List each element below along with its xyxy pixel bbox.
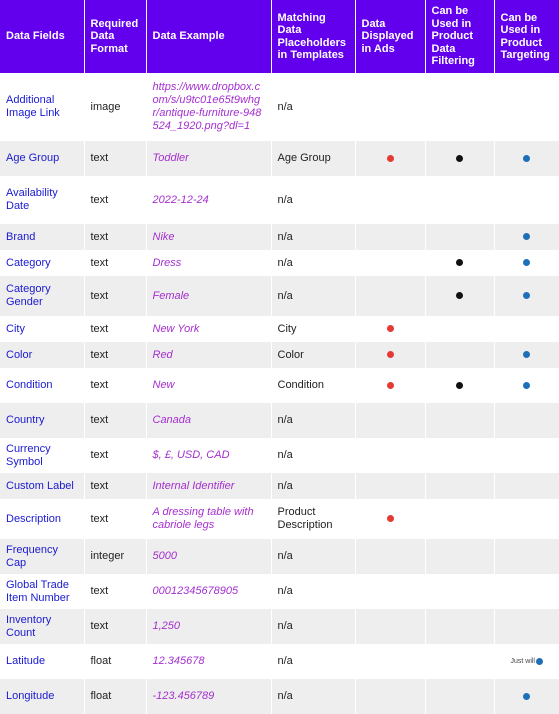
displayed-in-ads-cell: [355, 499, 425, 539]
field-example: Internal Identifier: [146, 473, 271, 499]
table-header: [0, 0, 559, 73]
field-format: text: [84, 438, 146, 473]
field-example: $, £, USD, CAD: [146, 438, 271, 473]
field-format: text: [84, 499, 146, 539]
product-filtering-cell: [425, 141, 494, 176]
product-targeting-cell: [494, 316, 559, 342]
field-format: text: [84, 316, 146, 342]
displayed-in-ads-cell: [355, 403, 425, 438]
field-placeholder: City: [271, 316, 355, 342]
field-format: float: [84, 644, 146, 679]
product-targeting-cell: [494, 574, 559, 609]
field-placeholder: n/a: [271, 539, 355, 574]
displayed-in-ads-cell: [355, 679, 425, 714]
product-filtering-cell: [425, 250, 494, 276]
product-targeting-dot-icon: [523, 382, 530, 389]
field-name: Brand: [0, 224, 84, 250]
field-name: Category Gender: [0, 276, 84, 316]
displayed-in-ads-cell: [355, 73, 425, 141]
field-name: Availability Date: [0, 176, 84, 224]
table-row: [0, 403, 559, 438]
product-targeting-dot-icon: [523, 292, 530, 299]
field-example: 1,250: [146, 609, 271, 644]
displayed-in-ads-cell: [355, 176, 425, 224]
displayed-in-ads-dot-icon: [387, 515, 394, 522]
field-name: Global Trade Item Number: [0, 574, 84, 609]
product-filtering-cell: [425, 473, 494, 499]
field-placeholder: Color: [271, 342, 355, 368]
field-placeholder: n/a: [271, 609, 355, 644]
product-filtering-cell: [425, 224, 494, 250]
field-name: Category: [0, 250, 84, 276]
product-filtering-cell: [425, 368, 494, 403]
displayed-in-ads-dot-icon: [387, 351, 394, 358]
field-example: Red: [146, 342, 271, 368]
table-row: [0, 141, 559, 176]
product-filtering-dot-icon: [456, 382, 463, 389]
table-row: [0, 276, 559, 316]
field-placeholder: n/a: [271, 644, 355, 679]
product-filtering-cell: [425, 438, 494, 473]
product-filtering-cell: [425, 679, 494, 714]
field-name: Currency Symbol: [0, 438, 84, 473]
field-name: Age Group: [0, 141, 84, 176]
field-placeholder: n/a: [271, 224, 355, 250]
product-filtering-cell: [425, 574, 494, 609]
table-row: [0, 473, 559, 499]
field-placeholder: n/a: [271, 403, 355, 438]
product-targeting-cell: [494, 176, 559, 224]
displayed-in-ads-dot-icon: [387, 155, 394, 162]
table-row: [0, 368, 559, 403]
product-targeting-cell: [494, 276, 559, 316]
displayed-in-ads-cell: [355, 342, 425, 368]
product-targeting-dot-icon: [523, 351, 530, 358]
field-placeholder: n/a: [271, 276, 355, 316]
field-example: Toddler: [146, 141, 271, 176]
table-row: [0, 499, 559, 539]
field-example: Female: [146, 276, 271, 316]
header-data-example: Data Example: [146, 0, 271, 73]
product-targeting-cell: [494, 539, 559, 574]
table-row: [0, 644, 559, 679]
field-placeholder: Condition: [271, 368, 355, 403]
product-filtering-dot-icon: [456, 292, 463, 299]
product-filtering-cell: [425, 342, 494, 368]
field-placeholder: n/a: [271, 250, 355, 276]
field-name: City: [0, 316, 84, 342]
product-targeting-dot-icon: [536, 658, 543, 665]
field-example: New York: [146, 316, 271, 342]
field-name: Custom Label: [0, 473, 84, 499]
product-targeting-cell: [494, 438, 559, 473]
product-filtering-dot-icon: [456, 259, 463, 266]
field-placeholder: n/a: [271, 73, 355, 141]
product-targeting-dot-icon: [523, 233, 530, 240]
product-filtering-cell: [425, 539, 494, 574]
displayed-in-ads-cell: [355, 276, 425, 316]
product-targeting-cell: [494, 679, 559, 714]
table-row: [0, 539, 559, 574]
product-targeting-cell: [494, 644, 559, 679]
displayed-in-ads-cell: [355, 609, 425, 644]
table-row: [0, 609, 559, 644]
displayed-in-ads-dot-icon: [387, 325, 394, 332]
product-filtering-dot-icon: [456, 155, 463, 162]
product-filtering-cell: [425, 403, 494, 438]
table-row: [0, 438, 559, 473]
product-targeting-cell: [494, 609, 559, 644]
product-targeting-cell: [494, 342, 559, 368]
product-targeting-cell: [494, 250, 559, 276]
field-example: -123.456789: [146, 679, 271, 714]
field-format: text: [84, 473, 146, 499]
field-format: integer: [84, 539, 146, 574]
field-placeholder: Age Group: [271, 141, 355, 176]
displayed-in-ads-cell: [355, 539, 425, 574]
field-format: text: [84, 609, 146, 644]
field-format: text: [84, 403, 146, 438]
displayed-in-ads-cell: [355, 574, 425, 609]
field-format: text: [84, 141, 146, 176]
displayed-in-ads-cell: [355, 250, 425, 276]
targeting-note: Just will: [510, 657, 535, 665]
field-placeholder: Product Description: [271, 499, 355, 539]
header-required-format: Required Data Format: [84, 0, 146, 73]
product-filtering-cell: [425, 73, 494, 141]
field-format: text: [84, 368, 146, 403]
displayed-in-ads-cell: [355, 316, 425, 342]
product-targeting-cell: [494, 141, 559, 176]
field-name: Longitude: [0, 679, 84, 714]
field-format: float: [84, 679, 146, 714]
field-example: Canada: [146, 403, 271, 438]
product-targeting-cell: [494, 368, 559, 403]
displayed-in-ads-cell: [355, 644, 425, 679]
product-filtering-cell: [425, 176, 494, 224]
table-row: [0, 224, 559, 250]
field-format: text: [84, 342, 146, 368]
table-row: [0, 342, 559, 368]
product-targeting-dot-icon: [523, 259, 530, 266]
field-format: text: [84, 574, 146, 609]
product-targeting-cell: [494, 403, 559, 438]
table-row: [0, 176, 559, 224]
field-format: text: [84, 224, 146, 250]
table-row: [0, 679, 559, 714]
field-name: Additional Image Link: [0, 73, 84, 141]
displayed-in-ads-cell: [355, 438, 425, 473]
displayed-in-ads-cell: [355, 224, 425, 250]
field-example: 00012345678905: [146, 574, 271, 609]
field-placeholder: n/a: [271, 438, 355, 473]
field-example: 5000: [146, 539, 271, 574]
field-example: https://www.dropbox.com/s/u9tc01e65t9whgr/antique-furniture-948524_1920.png?dl=1: [146, 73, 271, 141]
displayed-in-ads-cell: [355, 141, 425, 176]
table-row: [0, 73, 559, 141]
displayed-in-ads-cell: [355, 368, 425, 403]
displayed-in-ads-dot-icon: [387, 382, 394, 389]
product-filtering-cell: [425, 276, 494, 316]
field-example: A dressing table with cabriole legs: [146, 499, 271, 539]
field-name: Frequency Cap: [0, 539, 84, 574]
field-name: Country: [0, 403, 84, 438]
product-targeting-cell: [494, 473, 559, 499]
product-filtering-cell: [425, 644, 494, 679]
product-filtering-cell: [425, 609, 494, 644]
product-targeting-cell: [494, 73, 559, 141]
product-targeting-dot-icon: [523, 693, 530, 700]
table-body: [0, 73, 559, 714]
field-placeholder: n/a: [271, 574, 355, 609]
header-product-filtering: Can be Used in Product Data Filtering: [425, 0, 494, 73]
product-targeting-cell: [494, 499, 559, 539]
displayed-in-ads-cell: [355, 473, 425, 499]
field-example: Dress: [146, 250, 271, 276]
field-format: text: [84, 250, 146, 276]
field-format: text: [84, 176, 146, 224]
header-placeholders: Matching Data Placeholders in Templates: [271, 0, 355, 73]
field-name: Latitude: [0, 644, 84, 679]
field-placeholder: n/a: [271, 473, 355, 499]
product-filtering-cell: [425, 316, 494, 342]
product-targeting-dot-icon: [523, 155, 530, 162]
header-row: [0, 0, 559, 73]
table-row: [0, 250, 559, 276]
table-row: [0, 574, 559, 609]
header-data-fields: Data Fields: [0, 0, 84, 73]
field-example: New: [146, 368, 271, 403]
table-row: [0, 316, 559, 342]
product-targeting-cell: [494, 224, 559, 250]
field-name: Color: [0, 342, 84, 368]
field-example: 2022-12-24: [146, 176, 271, 224]
field-format: image: [84, 73, 146, 141]
field-placeholder: n/a: [271, 176, 355, 224]
field-example: Nike: [146, 224, 271, 250]
field-placeholder: n/a: [271, 679, 355, 714]
field-name: Description: [0, 499, 84, 539]
field-name: Inventory Count: [0, 609, 84, 644]
header-displayed-in-ads: Data Displayed in Ads: [355, 0, 425, 73]
field-name: Condition: [0, 368, 84, 403]
field-example: 12.345678: [146, 644, 271, 679]
header-product-targeting: Can be Used in Product Targeting: [494, 0, 559, 73]
field-format: text: [84, 276, 146, 316]
product-filtering-cell: [425, 499, 494, 539]
